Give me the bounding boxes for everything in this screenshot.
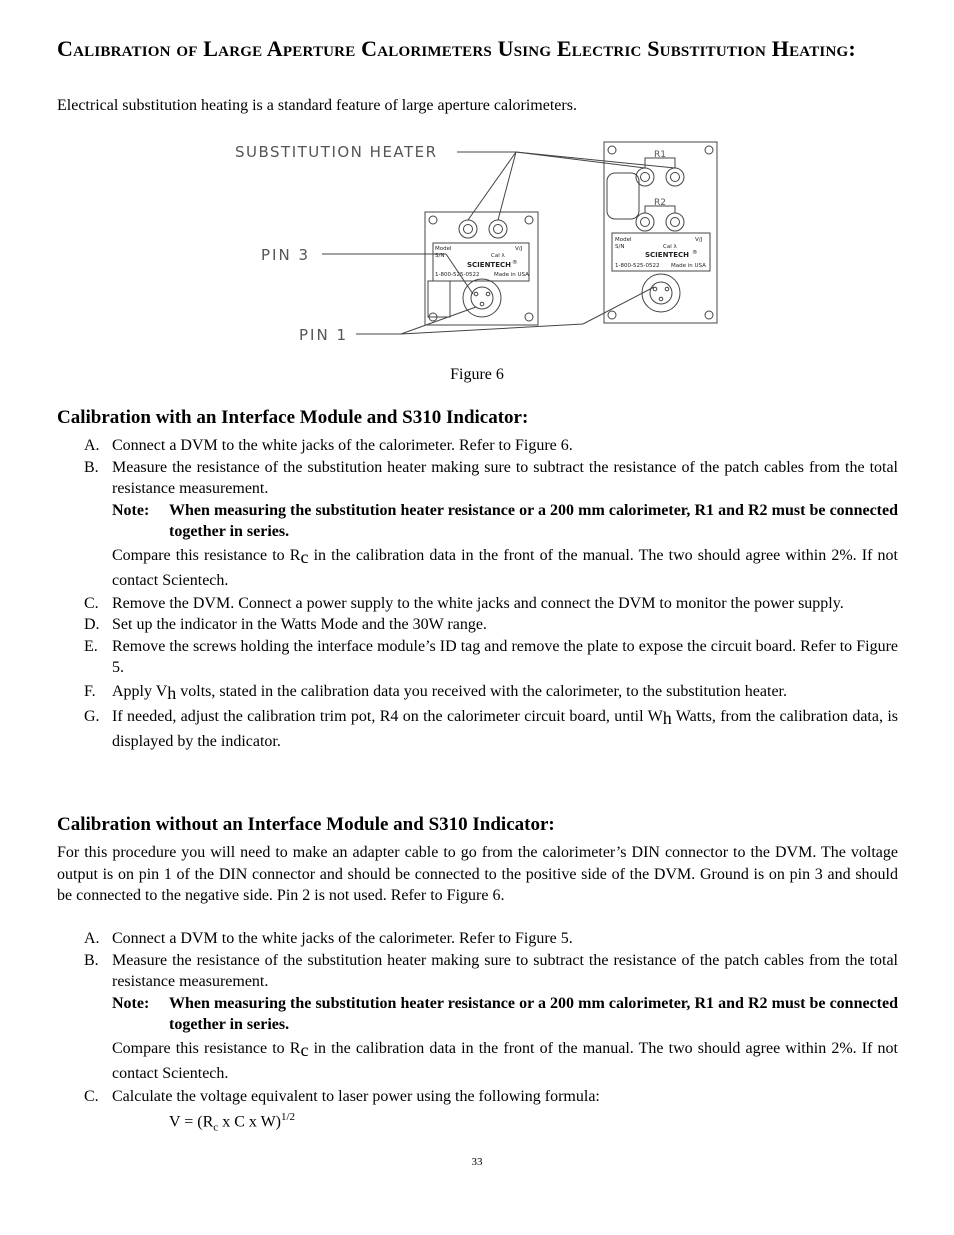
left-jack-1 [459,220,477,238]
note: Note: When measuring the substitution heater resistance or a 200 mm calorimeter, R1 and R2 must be connected together in series. [112,994,898,1033]
formula: $V = (R_c$ x C x W)$^{1/2}$ [169,1111,296,1134]
svg-text:V/J: V/J [515,246,523,252]
left-jack-2 [489,220,507,238]
svg-text:Cal λ: Cal λ [663,244,677,250]
section-1-list [84,435,898,754]
substitution-heater-label: SUBSTITUTION HEATER [235,143,438,161]
right-jack-r1b [666,168,684,186]
right-jack-r1a [636,168,654,186]
svg-text:Made in USA: Made in USA [494,272,529,278]
svg-text:S/N: S/N [615,244,625,250]
right-jack-r2b [666,213,684,231]
right-din-connector [642,274,680,312]
section-1-heading: Calibration with an Interface Module and S310 Indicator: [57,407,529,428]
note: Note: When measuring the substitution heater resistance or a 200 mm calorimeter, R1 and R2 must be connected together in series. [112,501,898,540]
section-2-list [84,928,898,1139]
list-item: A. Connect a DVM to the white jacks of the calorimeter. Refer to Figure 5. [84,930,573,947]
pin3-label: PIN 3 [261,246,311,264]
section-2-paragraph: For this procedure you will need to make an adapter cable to go from the calorimeter’s DIN connector to the DVM. The voltage output is on pin 1 of the DIN connector and should be connected to the positive side of the DVM. Ground is on pin 3 and should be connected to the negative side. Pin 2 is not used. Refer to Figure 6. [57,844,898,904]
page-title: Calibration of Large Aperture Calorimeters Using Electric Substitution Heating: [57,36,856,61]
svg-text:1-800-525-0522: 1-800-525-0522 [615,263,660,269]
list-item: D. Set up the indicator in the Watts Mode and the 30W range. [84,616,487,633]
figure-caption: Figure 6 [450,366,504,383]
list-item: F. Apply Vh volts, stated in the calibration data you received with the calorimeter, to the substitution heater. [84,682,787,703]
svg-text:®: ® [692,250,698,256]
pin1-label: PIN 1 [299,326,349,344]
page-number: 33 [471,1156,483,1168]
compare-text: Compare this resistance to Rc in the calibration data in the front of the manual. The two should agree within 2%. If not contact Scientech. [112,546,898,589]
svg-text:V/J: V/J [695,237,703,243]
list-item: B. Measure the resistance of the substitution heater making sure to subtract the resistance of the patch cables from the total resistance measurement. Note: When measuring the substitution heater resistance or a 200 mm calorimeter, R1 and R2 must be connected together in series. Compare this resistance to Rc in the calibration data in the front of the manual. The two should agree within 2%. If not contact Scientech. [84,950,898,1086]
scientech-logo-left: SCIENTECH [467,261,511,269]
r2-label: R2 [654,198,666,208]
list-item: C. Calculate the voltage equivalent to laser power using the following formula: $V = (R_c$ x C x W)$^{1/2}$ [84,1086,898,1140]
list-item: C. Remove the DVM. Connect a power supply to the white jacks and connect the DVM to monitor the power supply. [84,594,844,612]
svg-text:Made in USA: Made in USA [671,263,706,269]
list-item: E. Remove the screws holding the interface module’s ID tag and remove the plate to expose the circuit board. Refer to Figure 5. [84,637,898,676]
list-item: A. Connect a DVM to the white jacks of the calorimeter. Refer to Figure 6. [84,437,573,454]
right-jack-r2a [636,213,654,231]
svg-text:1-800-525-0522: 1-800-525-0522 [435,272,480,278]
figure-6-diagram [225,133,725,348]
list-item: G. If needed, adjust the calibration trim pot, R4 on the calorimeter circuit board, until Wh Watts, from the calibration data, is displayed by the indicator. [84,707,898,750]
section-2-heading: Calibration without an Interface Module and S310 Indicator: [57,814,555,835]
intro-text: Electrical substitution heating is a standard feature of large aperture calorimeters. [57,97,577,114]
svg-text:Model: Model [615,237,632,243]
svg-text:Cal λ: Cal λ [491,253,505,259]
compare-text: Compare this resistance to Rc in the calibration data in the front of the manual. The two should agree within 2%. If not contact Scientech. [112,1039,898,1082]
r1-label: R1 [654,150,666,160]
svg-text:®: ® [512,260,518,266]
svg-text:Model: Model [435,246,452,252]
left-din-connector [463,279,501,317]
list-item: B. Measure the resistance of the substitution heater making sure to subtract the resistance of the patch cables from the total resistance measurement. Note: When measuring the substitution heater resistance or a 200 mm calorimeter, R1 and R2 must be connected together in series. Compare this resistance to Rc in the calibration data in the front of the manual. The two should agree within 2%. If not contact Scientech. [84,457,898,593]
svg-text:S/N: S/N [435,253,445,259]
scientech-logo-right: SCIENTECH [645,251,689,259]
